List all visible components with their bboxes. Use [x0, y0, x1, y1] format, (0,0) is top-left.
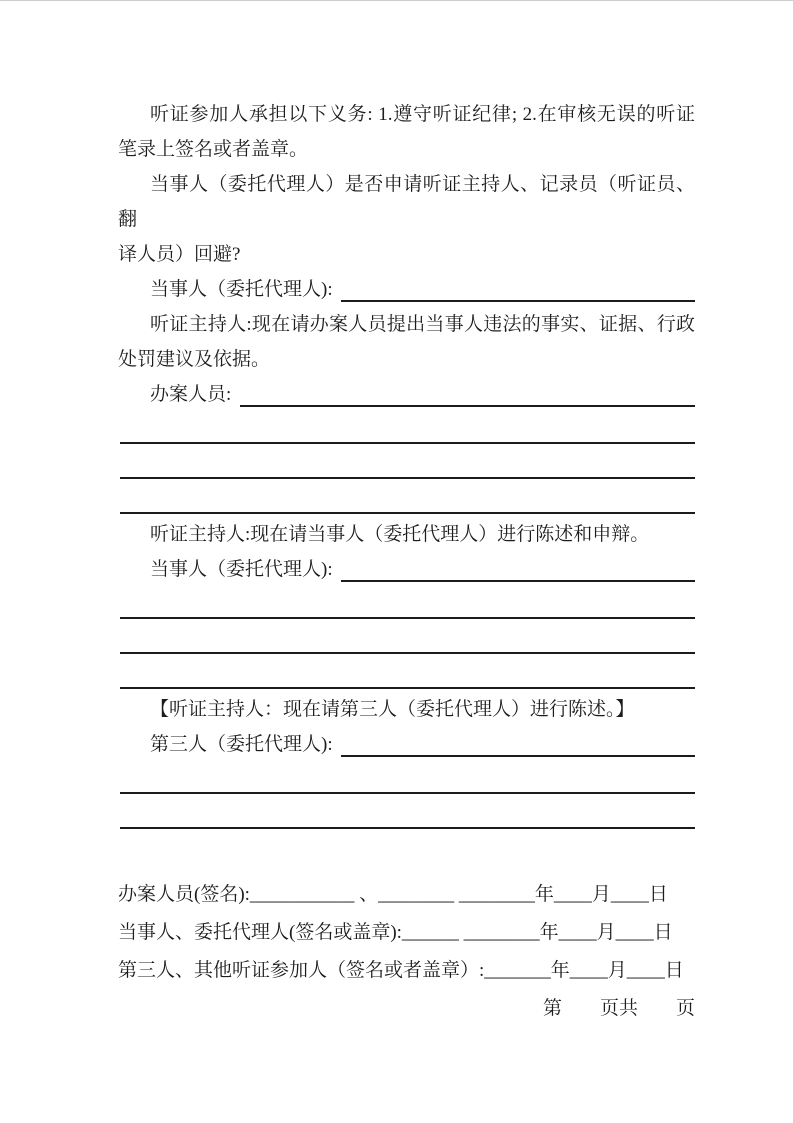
- fill-in-row: [118, 272, 695, 307]
- write-line: [120, 617, 695, 619]
- blank-write-row: [118, 447, 695, 482]
- fill-in-row: [118, 377, 695, 412]
- write-line: [341, 552, 695, 582]
- fill-in-row: [118, 727, 695, 762]
- fill-in-label: 办案人员:: [150, 384, 237, 405]
- write-line: [120, 687, 695, 689]
- blank-write-row: [118, 622, 695, 657]
- blank-spacer: [118, 832, 695, 876]
- paragraph-line: 笔录上签名或者盖章。: [118, 139, 309, 160]
- write-line: [120, 477, 695, 479]
- write-line: [120, 442, 695, 444]
- blank-write-row: [118, 762, 695, 797]
- blank-write-row: [118, 657, 695, 692]
- paragraph-line: 【听证主持人：现在请第三人（委托代理人）进行陈述。】: [150, 699, 635, 720]
- fill-in-label: 当事人（委托代理人):: [150, 279, 338, 300]
- document-body: [118, 97, 695, 1028]
- paragraph-line: 译人员）回避?: [118, 244, 241, 265]
- page-number: 第 页共 页: [542, 998, 695, 1019]
- blank-write-row: [118, 412, 695, 447]
- fill-in-label: 当事人（委托代理人):: [150, 559, 338, 580]
- signature-row: 当事人、委托代理人(签名或盖章):______ ________年____月____日: [118, 922, 673, 943]
- write-line: [341, 727, 695, 757]
- signature-row: 第三人、其他听证参加人（签名或者盖章）:_______年____月____日: [118, 960, 684, 981]
- paragraph-line: 听证主持人:现在请当事人（委托代理人）进行陈述和申辩。: [150, 524, 650, 545]
- paragraph-line: 处罚建议及依据。: [118, 349, 271, 370]
- signature-row: 办案人员(签名):___________ 、________ ________年____月____日: [118, 884, 668, 905]
- blank-write-row: [118, 797, 695, 832]
- paragraph-line: 听证主持人:现在请办案人员提出当事人违法的事实、证据、行政: [150, 314, 695, 335]
- write-line: [120, 792, 695, 794]
- write-line: [240, 377, 695, 407]
- fill-in-label: 第三人（委托代理人):: [150, 734, 338, 755]
- fill-in-row: [118, 552, 695, 587]
- write-line: [341, 272, 695, 302]
- write-line: [120, 827, 695, 829]
- paragraph-line: 当事人（委托代理人）是否申请听证主持人、记录员（听证员、翻: [118, 174, 695, 230]
- paragraph-line: 听证参加人承担以下义务: 1.遵守听证纪律; 2.在审核无误的听证: [150, 104, 695, 125]
- blank-write-row: [118, 587, 695, 622]
- write-line: [120, 512, 695, 514]
- write-line: [120, 652, 695, 654]
- blank-write-row: [118, 482, 695, 517]
